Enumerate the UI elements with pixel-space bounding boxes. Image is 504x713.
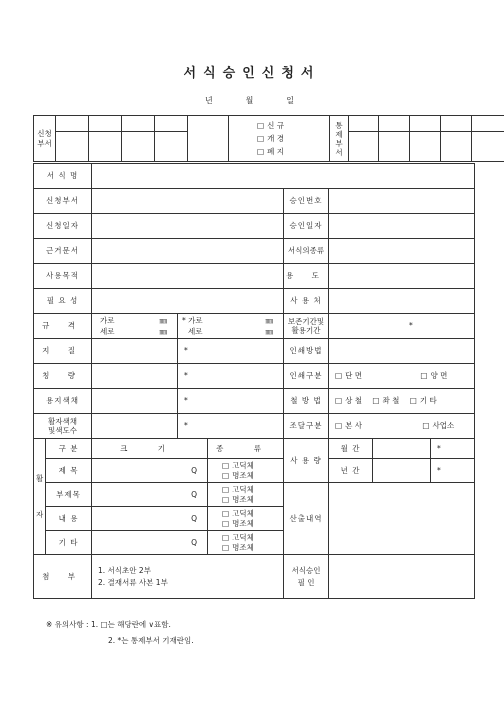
- control-cell[interactable]: [410, 116, 441, 132]
- option-myeongjo[interactable]: □ 명조체: [222, 543, 281, 553]
- option-gothic[interactable]: □ 고딕체: [222, 461, 281, 471]
- control-mark: *: [184, 371, 188, 381]
- q-unit: Q: [191, 489, 198, 499]
- monthly-control-field[interactable]: [431, 439, 475, 459]
- q-unit: Q: [191, 465, 198, 475]
- approval-no-label: 승인번호: [284, 189, 329, 214]
- type-size-header: 크 기: [92, 439, 208, 459]
- approval-date-label: 승인일자: [284, 214, 329, 239]
- necessity-field[interactable]: [92, 289, 284, 314]
- binding-options: [329, 389, 475, 414]
- option-myeongjo[interactable]: □ 명조체: [222, 519, 281, 529]
- binding-label: 철 방 법: [284, 389, 329, 414]
- control-mark: *: [437, 465, 441, 475]
- control-cell[interactable]: [441, 116, 472, 132]
- blank-cell: [188, 116, 229, 162]
- type-size-field[interactable]: [92, 531, 208, 555]
- paper-color-field[interactable]: [92, 389, 178, 414]
- attach-item: 1. 서식초안 2부: [98, 565, 151, 575]
- type-group-label: 활 자: [34, 439, 46, 555]
- print-color-label: 활자색채 및색도수: [34, 414, 92, 439]
- dept-sign-cell[interactable]: [122, 132, 155, 162]
- weight-control-field[interactable]: [178, 364, 284, 389]
- type-row-label: 부제목: [46, 483, 92, 507]
- req-date-field[interactable]: [92, 214, 284, 239]
- header-table: [33, 115, 504, 162]
- req-dept-label: 신청 부서: [34, 116, 56, 162]
- paper-control-field[interactable]: [178, 339, 284, 364]
- usage-label: 용 도: [284, 264, 329, 289]
- usage-field[interactable]: [329, 264, 475, 289]
- output-label: 산출내역: [284, 483, 329, 555]
- print-side-options: [329, 364, 475, 389]
- option-single[interactable]: □ 단 면: [335, 371, 362, 380]
- type-kind-options: [208, 459, 284, 483]
- control-sign-cell[interactable]: [441, 132, 472, 162]
- mm-unit: ㎜: [159, 316, 168, 325]
- basis-doc-label: 근거문서: [34, 239, 92, 264]
- spec-label: 규 격: [34, 314, 92, 339]
- paper-label: 지 질: [34, 339, 92, 364]
- monthly-field[interactable]: [373, 439, 431, 459]
- attach-item: 2. 결재서류 사본 1부: [98, 577, 168, 587]
- dept-cell[interactable]: [122, 116, 155, 132]
- paper-color-control-field[interactable]: [178, 389, 284, 414]
- req-dept-row-label: 신청부서: [34, 189, 92, 214]
- date-line: [205, 95, 295, 106]
- basis-doc-field[interactable]: [92, 239, 284, 264]
- retention-field[interactable]: [329, 314, 475, 339]
- option-gothic[interactable]: □ 고딕체: [222, 485, 281, 495]
- type-options: [229, 116, 330, 162]
- procure-options: [329, 414, 475, 439]
- approval-date-field[interactable]: [329, 214, 475, 239]
- req-date-label: 신청일자: [34, 214, 92, 239]
- notes: [46, 617, 194, 649]
- control-mark: *: [184, 421, 188, 431]
- necessity-label: 필 요 성: [34, 289, 92, 314]
- type-kind-options: [208, 507, 284, 531]
- form-type-label: 서식의종류: [284, 239, 329, 264]
- dept-sign-cell[interactable]: [89, 132, 122, 162]
- mm-unit: ㎜: [265, 327, 274, 336]
- mm-unit: ㎜: [265, 316, 274, 325]
- yearly-control-field[interactable]: [431, 459, 475, 483]
- control-sign-cell[interactable]: [472, 132, 504, 162]
- type-size-field[interactable]: [92, 507, 208, 531]
- form-name-field[interactable]: [92, 164, 475, 189]
- user-label: 사 용 처: [284, 289, 329, 314]
- option-gothic[interactable]: □ 고딕체: [222, 509, 281, 519]
- paper-color-label: 용지색채: [34, 389, 92, 414]
- q-unit: Q: [191, 537, 198, 547]
- main-form-table: [33, 163, 475, 599]
- req-dept-field[interactable]: [92, 189, 284, 214]
- print-method-field[interactable]: [329, 339, 475, 364]
- attach-label: 첨 부: [34, 555, 92, 599]
- weight-field[interactable]: [92, 364, 178, 389]
- type-size-field[interactable]: [92, 483, 208, 507]
- spec-h-label: 세로: [100, 327, 115, 336]
- form-type-field[interactable]: [329, 239, 475, 264]
- retention-label: 보존기간및 활용기간: [284, 314, 329, 339]
- spec-star-h-label: 세로: [188, 327, 203, 336]
- control-mark: *: [184, 346, 188, 356]
- option-bind-left[interactable]: □ 좌 철: [372, 396, 399, 405]
- option-hq[interactable]: □ 본 사: [335, 421, 362, 430]
- spec-star-w-label: * 가로: [182, 316, 203, 325]
- control-sign-cell[interactable]: [379, 132, 410, 162]
- control-cell[interactable]: [349, 116, 379, 132]
- paper-field[interactable]: [92, 339, 178, 364]
- control-mark: *: [409, 321, 413, 331]
- option-bind-other[interactable]: □ 기 타: [410, 396, 437, 405]
- option-myeongjo[interactable]: □ 명조체: [222, 471, 281, 481]
- page-title: 서식승인신청서: [183, 66, 321, 81]
- approval-seal-label: 서식승인 필 인: [284, 555, 329, 599]
- print-side-label: 인쇄구분: [284, 364, 329, 389]
- spec-star-field[interactable]: [178, 314, 284, 339]
- type-kind-options: [208, 531, 284, 555]
- date-day: 일: [286, 96, 295, 105]
- option-bind-top[interactable]: □ 상 철: [335, 396, 362, 405]
- control-sign-cell[interactable]: [349, 132, 379, 162]
- dept-cell[interactable]: [155, 116, 188, 132]
- control-cell[interactable]: [379, 116, 410, 132]
- print-color-control-field[interactable]: [178, 414, 284, 439]
- yearly-field[interactable]: [373, 459, 431, 483]
- control-mark: *: [184, 396, 188, 406]
- dept-cell[interactable]: [89, 116, 122, 132]
- weight-label: 칭 량: [34, 364, 92, 389]
- dept-cell[interactable]: [56, 116, 89, 132]
- form-name-label: 서 식 명: [34, 164, 92, 189]
- option-gothic[interactable]: □ 고딕체: [222, 533, 281, 543]
- option-myeongjo[interactable]: □ 명조체: [222, 495, 281, 505]
- user-field[interactable]: [329, 289, 475, 314]
- date-month: 월: [245, 96, 255, 105]
- attach-list: [92, 555, 284, 599]
- output-field[interactable]: [329, 483, 475, 555]
- spec-field[interactable]: [92, 314, 178, 339]
- usage-amount-label: 사 용 량: [284, 439, 329, 483]
- yearly-label: 년 간: [329, 459, 373, 483]
- approval-no-field[interactable]: [329, 189, 475, 214]
- note-line: 2. *는 통제부서 기재란임.: [108, 636, 194, 645]
- type-row-label: 내 용: [46, 507, 92, 531]
- note-line: ※ 유의사항 : 1. □는 해당란에 ∨표함.: [46, 620, 171, 629]
- option-office[interactable]: □ 사업소: [422, 421, 454, 430]
- option-abolish[interactable]: □ 폐 지: [257, 145, 327, 158]
- type-row-label: 기 타: [46, 531, 92, 555]
- date-year: 년: [205, 96, 214, 105]
- type-row-label: 제 목: [46, 459, 92, 483]
- control-sign-cell[interactable]: [410, 132, 441, 162]
- option-new[interactable]: □ 신 규: [257, 119, 327, 132]
- print-method-label: 인쇄방법: [284, 339, 329, 364]
- purpose-field[interactable]: [92, 264, 284, 289]
- procure-label: 조달구분: [284, 414, 329, 439]
- monthly-label: 월 간: [329, 439, 373, 459]
- type-kind-options: [208, 483, 284, 507]
- type-kind-header: 종 류: [208, 439, 284, 459]
- mm-unit: ㎜: [159, 327, 168, 336]
- dept-sign-cell[interactable]: [56, 132, 89, 162]
- approval-seal-field[interactable]: [329, 555, 475, 599]
- option-double[interactable]: □ 양 면: [420, 371, 447, 380]
- type-size-field[interactable]: [92, 459, 208, 483]
- option-change[interactable]: □ 개 경: [257, 132, 327, 145]
- dept-sign-cell[interactable]: [155, 132, 188, 162]
- purpose-label: 사용목적: [34, 264, 92, 289]
- q-unit: Q: [191, 513, 198, 523]
- control-mark: *: [437, 443, 441, 453]
- control-cell[interactable]: [472, 116, 504, 132]
- print-color-field[interactable]: [92, 414, 178, 439]
- control-dept-label: 통 제 부 서: [330, 116, 349, 162]
- spec-w-label: 가로: [100, 316, 115, 325]
- type-div-header: 구 분: [46, 439, 92, 459]
